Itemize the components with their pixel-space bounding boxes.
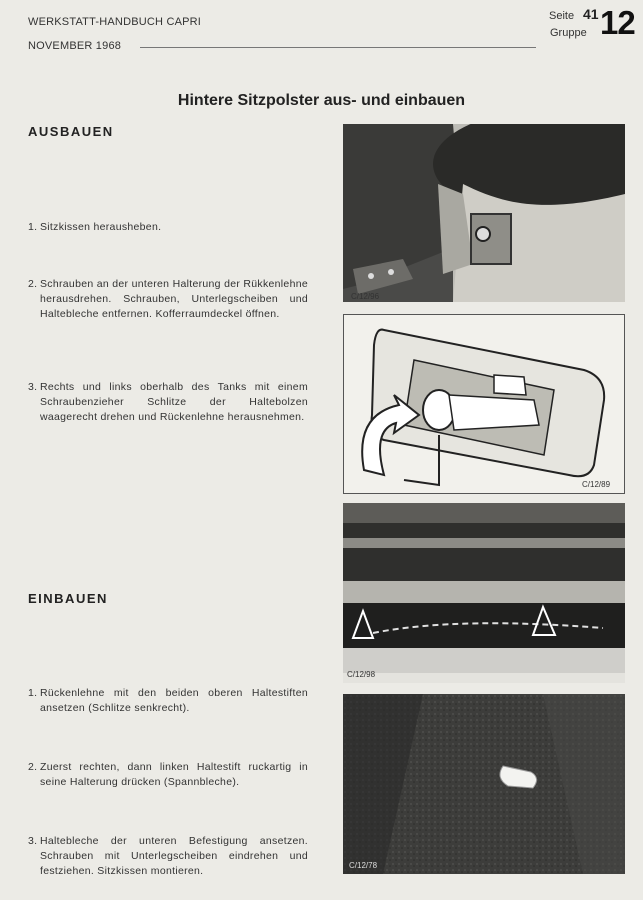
page-number: 41: [583, 6, 599, 22]
section-heading-ausbauen: AUSBAUEN: [28, 124, 114, 139]
header-rule: [140, 47, 536, 48]
section-heading-einbauen: EINBAUEN: [28, 591, 108, 606]
einbauen-step-2: [28, 760, 308, 790]
step-text: Zuerst rechten, dann linken Haltestift ruckartig in seine Halterung drücken (Spannbleche).: [40, 761, 308, 788]
step-text: Sitzkissen herausheben.: [40, 221, 162, 233]
step-text: Haltebleche der unteren Befestigung ansetzen. Schrauben mit Unterlegscheiben eindrehen und festziehen. Sitzkissen montieren.: [40, 835, 308, 877]
figure-caption: C/12/78: [349, 861, 378, 870]
step-number: 3.: [28, 381, 38, 393]
ausbauen-step-2: [28, 277, 308, 322]
figure-photo-trunk-arrows: [343, 503, 625, 683]
figure-photo-retaining-pin: [343, 694, 625, 874]
figure-caption: C/12/96: [351, 292, 380, 301]
einbauen-step-1: [28, 686, 308, 716]
figure-caption: C/12/98: [347, 670, 376, 679]
figure-caption: C/12/89: [582, 480, 611, 489]
group-number: 12: [600, 4, 635, 41]
figure-drawing-retaining-bolt: [343, 314, 625, 494]
step-number: 2.: [28, 761, 38, 773]
manual-date: NOVEMBER 1968: [28, 40, 122, 52]
step-text: Rechts und links oberhalb des Tanks mit einem Schraubenzieher Schlitze der Haltebolzen waagerecht drehen und Rückenlehne herausnehmen.: [40, 381, 308, 423]
step-number: 2.: [28, 278, 38, 290]
einbauen-step-3: [28, 834, 308, 879]
step-number: 3.: [28, 835, 38, 847]
page-title: Hintere Sitzpolster aus- und einbauen: [177, 92, 466, 109]
manual-title: WERKSTATT-HANDBUCH CAPRI: [28, 16, 202, 28]
step-text: Rückenlehne mit den beiden oberen Haltestiften ansetzen (Schlitze senkrecht).: [40, 687, 308, 714]
step-text: Schrauben an der unteren Halterung der Rükkenlehne herausdrehen. Schrauben, Unterlegscheiben und Haltebleche entfernen. Kofferraumdeckel öffnen.: [40, 278, 308, 320]
ausbauen-step-1: [28, 220, 308, 235]
figure-photo-seat-bracket: [343, 124, 625, 302]
page-label: Seite: [549, 10, 575, 22]
ausbauen-step-3: [28, 380, 308, 425]
group-label: Gruppe: [550, 27, 587, 39]
step-number: 1.: [28, 221, 38, 233]
step-number: 1.: [28, 687, 38, 699]
